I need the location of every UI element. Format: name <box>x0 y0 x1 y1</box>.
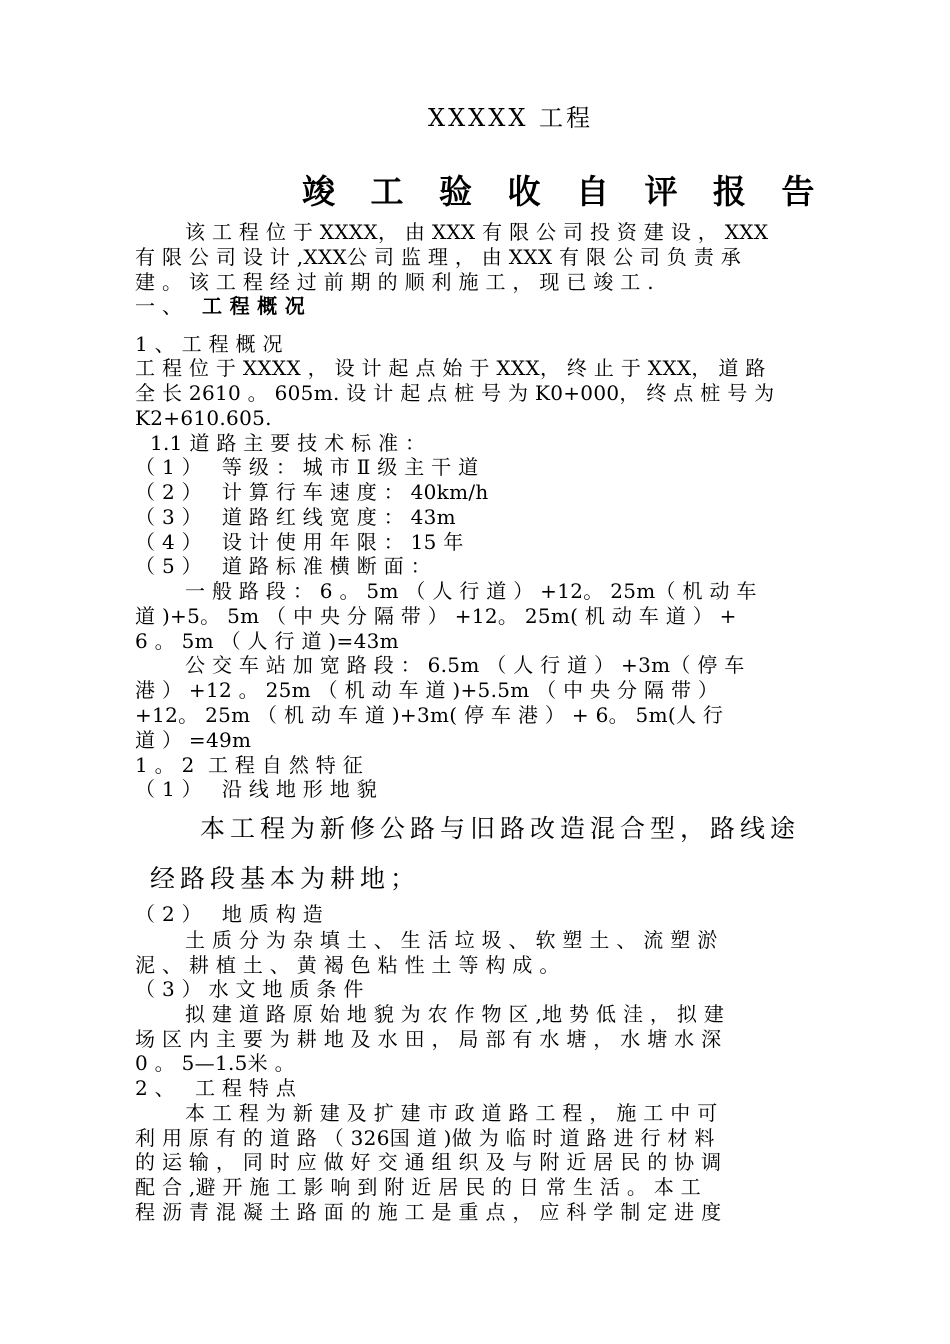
header-title: XXXXX 工程 <box>428 104 594 132</box>
paragraph-line: 道 )+5。 5m （ 中 央 分 隔 带 ） +12。 25m( 机 动 车 道 ） + <box>135 604 737 628</box>
header-title-line <box>0 104 950 132</box>
subsection-heading-line: 1.1 道 路 主 要 技 术 标 准 ： <box>150 431 426 455</box>
list-item: （ 4 ） 设 计 使 用 年 限 ： 15 年 <box>135 530 464 554</box>
list-item: （ 3 ） 道 路 红 线 宽 度 ： 43m <box>135 505 456 529</box>
paragraph-line: K2+610.605. <box>135 406 272 430</box>
list-item: （ 2 ） 地 质 构 造 <box>135 902 324 926</box>
list-item: （ 1 ） 沿 线 地 形 地 貌 <box>135 777 377 801</box>
list-item: （ 2 ） 计 算 行 车 速 度 ： 40km/h <box>135 480 489 504</box>
list-item: （ 5 ） 道 路 标 准 横 断 面 ： <box>135 554 431 578</box>
paragraph-line: 的 运 输 ， 同 时 应 做 好 交 通 组 织 及 与 附 近 居 民 的 协 调 <box>135 1150 722 1174</box>
paragraph-line: 利 用 原 有 的 道 路 （ 326国 道 )做 为 临 时 道 路 进 行 材 料 <box>135 1126 715 1150</box>
paragraph-line: 公 交 车 站 加 宽 路 段 ： 6.5m （ 人 行 道 ） +3m（ 停 车 <box>185 653 745 677</box>
paragraph-line: 该 工 程 位 于 XXXX， 由 XXX 有 限 公 司 投 资 建 设 ， XXX <box>185 220 769 244</box>
paragraph-line: 程 沥 青 混 凝 土 路 面 的 施 工 是 重 点 ， 应 科 学 制 定 进 度 <box>135 1200 722 1224</box>
paragraph-line: 港 ） +12 。 25m （ 机 动 车 道 )+5.5m （ 中 央 分 隔 带 ） <box>135 678 719 702</box>
section-number: 一 、 <box>135 294 183 318</box>
subsection-heading-line: 1 、 工 程 概 况 <box>135 332 283 356</box>
paragraph-line: 全 长 2610 。 605m. 设 计 起 点 桩 号 为 K0+000， 终 点 桩 号 为 <box>135 381 775 405</box>
paragraph-line: 6 。 5m （ 人 行 道 )=43m <box>135 629 399 653</box>
section-heading-line <box>0 294 950 318</box>
paragraph-line-large: 经路段基本为耕地； <box>150 864 421 893</box>
paragraph-line: 场 区 内 主 要 为 耕 地 及 水 田 ， 局 部 有 水 塘 ， 水 塘 水 深 <box>135 1027 722 1051</box>
paragraph-line: 一 般 路 段 ： 6 。 5m （ 人 行 道 ） +12。 25m（ 机 动 车 <box>185 579 757 603</box>
subsection-heading-line: 1 。 2 工 程 自 然 特 征 <box>135 753 364 777</box>
paragraph-line: 建 。 该 工 程 经 过 前 期 的 顺 利 施 工 ， 现 已 竣 工 . <box>135 270 654 294</box>
paragraph-line: 工 程 位 于 XXXX ， 设 计 起 点 始 于 XXX， 终 止 于 XXX， 道 路 <box>135 356 766 380</box>
section-heading: 工 程 概 况 <box>202 294 305 318</box>
paragraph-line: 拟 建 道 路 原 始 地 貌 为 农 作 物 区 ,地 势 低 洼 ， 拟 建 <box>185 1002 725 1026</box>
paragraph-line: 泥 、 耕 植 土 、 黄 褐 色 粘 性 土 等 构 成 。 <box>135 953 560 977</box>
subsection-heading-line: 2 、 工 程 特 点 <box>135 1076 297 1100</box>
paragraph-line: 本 工 程 为 新 建 及 扩 建 市 政 道 路 工 程 ， 施 工 中 可 <box>185 1101 718 1125</box>
main-title: 竣 工 验 收 自 评 报 告 <box>302 172 827 211</box>
paragraph-line: 有 限 公 司 设 计 ,XXX公 司 监 理 ， 由 XXX 有 限 公 司 负 责 承 <box>135 245 742 269</box>
paragraph-line-large: 本工程为新修公路与旧路改造混合型，路线途 <box>200 814 801 843</box>
paragraph-line: +12。 25m （ 机 动 车 道 )+3m( 停 车 港 ） + 6。 5m(人 行 <box>135 703 724 727</box>
main-title-line <box>0 172 950 211</box>
list-item: （ 1 ） 等 级 ： 城 市 Ⅱ 级 主 干 道 <box>135 455 479 479</box>
paragraph-line: 0 。 5—1.5米 。 <box>135 1051 295 1075</box>
paragraph-line: 配 合 ,避 开 施 工 影 响 到 附 近 居 民 的 日 常 生 活 。 本 工 <box>135 1175 702 1199</box>
paragraph-line: 土 质 分 为 杂 填 土 、 生 活 垃 圾 、 软 塑 土 、 流 塑 淤 <box>185 928 718 952</box>
list-item: （ 3 ） 水 文 地 质 条 件 <box>135 977 364 1001</box>
paragraph-line: 道 ） =49m <box>135 728 252 752</box>
